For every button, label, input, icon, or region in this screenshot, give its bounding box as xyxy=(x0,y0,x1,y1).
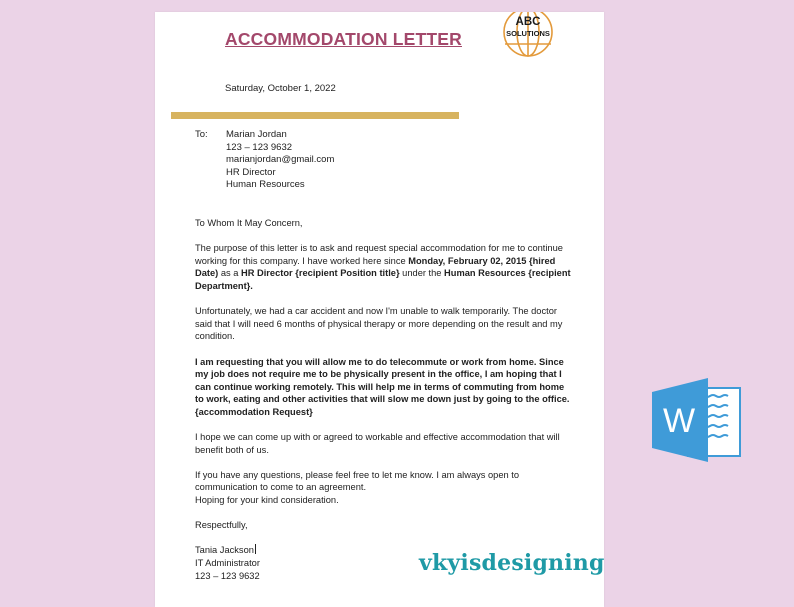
p1-department: Human Resources {recipient Department}. xyxy=(195,268,571,291)
paragraph-request xyxy=(195,356,575,419)
request-text: I am requesting that you will allow me to do telecommute or work from home. Since my job does not require me to be physically present in the office, I am hoping that I can continue working remotely. This will help me in terms of commuting from home to work, eating and other activities that will slow me down just by going to the office. {accommodation Request} xyxy=(195,356,570,417)
paragraph-purpose xyxy=(195,242,575,292)
word-document-icon xyxy=(650,376,744,464)
signature-name: Tania Jackson xyxy=(195,545,254,556)
letter-body xyxy=(195,217,575,582)
paragraph-reason: Unfortunately, we had a car accident and now I'm unable to walk temporarily. The doctor said that I will need 6 months of physical therapy or more depending on the result and my condition. xyxy=(195,306,563,342)
text-cursor xyxy=(255,544,256,554)
recipient-position: HR Director xyxy=(226,166,276,178)
p1-text-c: as a xyxy=(218,268,241,279)
p1-position: HR Director {recipient Position title} xyxy=(241,268,400,279)
consideration-line: Hoping for your kind consideration. xyxy=(195,495,339,506)
p1-text-a: The purpose of this letter is to ask and request special accommodation for me to continue working for this company. I have worked here since xyxy=(195,243,563,266)
letter-date: Saturday, October 1, 2022 xyxy=(225,83,336,94)
accent-bar xyxy=(171,112,459,119)
recipient-department: Human Resources xyxy=(226,179,305,191)
logo-line-2: SOLUTIONS xyxy=(506,29,550,38)
letter-title: ACCOMMODATION LETTER xyxy=(225,29,462,49)
p1-hired-date: Monday, February 02, 2015 {hired Date) xyxy=(195,255,556,279)
salutation: To Whom It May Concern, xyxy=(195,218,303,228)
letter-page xyxy=(155,12,604,607)
recipient-email: marianjordan@gmail.com xyxy=(226,154,335,166)
word-icon-letter: W xyxy=(662,402,696,440)
recipient-block xyxy=(226,129,334,192)
company-logo xyxy=(501,12,555,58)
recipient-phone: 123 – 123 9632 xyxy=(226,141,293,153)
closing: Respectfully, xyxy=(195,520,248,531)
signature-phone: 123 – 123 9632 xyxy=(195,570,260,581)
signature-title: IT Administrator xyxy=(195,558,260,569)
paragraph-contact xyxy=(195,469,575,507)
logo-line-1: ABC xyxy=(515,16,541,28)
paragraph-hope: I hope we can come up with or agreed to workable and effective accommodation that will benefit both of us. xyxy=(195,432,560,455)
contact-line: If you have any questions, please feel free to let me know. I am always open to communication to come to an agreement. xyxy=(195,469,520,493)
to-label: To: xyxy=(195,129,208,140)
p1-text-e: under the xyxy=(399,268,445,279)
watermark: vkyisdesigning xyxy=(419,550,605,576)
recipient-name: Marian Jordan xyxy=(226,129,287,140)
